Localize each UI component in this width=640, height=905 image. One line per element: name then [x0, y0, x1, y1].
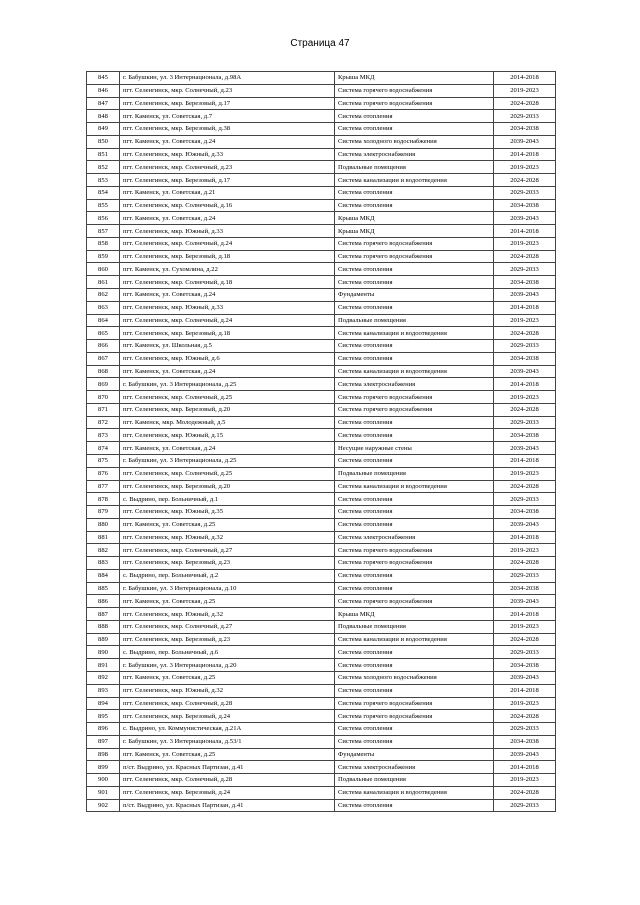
work-type-cell: Система отопления — [335, 684, 494, 697]
row-number-cell: 900 — [87, 774, 120, 787]
work-type-cell: Фундаменты — [335, 748, 494, 761]
address-cell: пгт. Селенгинск, мкр. Березовый, д.17 — [120, 97, 335, 110]
row-number-cell: 896 — [87, 723, 120, 736]
table-row — [87, 774, 556, 787]
row-number-cell: 881 — [87, 531, 120, 544]
row-number-cell: 851 — [87, 148, 120, 161]
period-cell: 2024-2028 — [494, 710, 556, 723]
table-row — [87, 212, 556, 225]
address-cell: пгт. Селенгинск, мкр. Березовый, д.38 — [120, 123, 335, 136]
table-row — [87, 557, 556, 570]
row-number-cell: 884 — [87, 569, 120, 582]
address-cell: пгт. Селенгинск, мкр. Березовый, д.23 — [120, 633, 335, 646]
work-type-cell: Система отопления — [335, 123, 494, 136]
address-cell: пгт. Селенгинск, мкр. Южный, д.15 — [120, 429, 335, 442]
row-number-cell: 902 — [87, 799, 120, 812]
work-type-cell: Система отопления — [335, 416, 494, 429]
address-cell: пгт. Селенгинск, мкр. Солнечный, д.23 — [120, 84, 335, 97]
repair-schedule-table — [86, 71, 556, 812]
work-type-cell: Система горячего водоснабжения — [335, 544, 494, 557]
work-type-cell: Система горячего водоснабжения — [335, 557, 494, 570]
row-number-cell: 890 — [87, 646, 120, 659]
address-cell: г. Бабушкин, ул. 3 Интернационала, д.25 — [120, 454, 335, 467]
address-cell: пгт. Селенгинск, мкр. Солнечный, д.23 — [120, 161, 335, 174]
address-cell: пгт. Селенгинск, мкр. Березовый, д.17 — [120, 174, 335, 187]
table-row — [87, 97, 556, 110]
address-cell: с. Выдрино, пер. Больничный, д.6 — [120, 646, 335, 659]
address-cell: пгт. Каменск, ул. Школьная, д.5 — [120, 340, 335, 353]
row-number-cell: 876 — [87, 467, 120, 480]
work-type-cell: Подвальные помещения — [335, 620, 494, 633]
work-type-cell: Фундаменты — [335, 289, 494, 302]
row-number-cell: 873 — [87, 429, 120, 442]
period-cell: 2019-2023 — [494, 84, 556, 97]
row-number-cell: 888 — [87, 620, 120, 633]
address-cell: г. Бабушкин, ул. 3 Интернационала, д.25 — [120, 378, 335, 391]
work-type-cell: Система горячего водоснабжения — [335, 391, 494, 404]
table-row — [87, 250, 556, 263]
row-number-cell: 883 — [87, 557, 120, 570]
work-type-cell: Система отопления — [335, 646, 494, 659]
work-type-cell: Крыша МКД — [335, 608, 494, 621]
row-number-cell: 865 — [87, 327, 120, 340]
work-type-cell: Система отопления — [335, 301, 494, 314]
period-cell: 2014-2018 — [494, 684, 556, 697]
table-row — [87, 237, 556, 250]
address-cell: пгт. Каменск, мкр. Молодежный, д.5 — [120, 416, 335, 429]
address-cell: пгт. Каменск, ул. Советская, д.7 — [120, 110, 335, 123]
table-row — [87, 786, 556, 799]
period-cell: 2019-2023 — [494, 544, 556, 557]
address-cell: пгт. Селенгинск, мкр. Солнечный, д.24 — [120, 314, 335, 327]
period-cell: 2014-2018 — [494, 225, 556, 238]
work-type-cell: Система горячего водоснабжения — [335, 97, 494, 110]
work-type-cell: Система отопления — [335, 429, 494, 442]
period-cell: 2029-2033 — [494, 646, 556, 659]
address-cell: пгт. Селенгинск, мкр. Солнечный, д.27 — [120, 544, 335, 557]
address-cell: пгт. Каменск, ул. Советская, д.24 — [120, 135, 335, 148]
table-row — [87, 799, 556, 812]
address-cell: пгт. Каменск, ул. Советская, д.24 — [120, 365, 335, 378]
work-type-cell: Система отопления — [335, 506, 494, 519]
address-cell: п/ст. Выдрино, ул. Красных Партизан, д.41 — [120, 799, 335, 812]
address-cell: пгт. Селенгинск, мкр. Березовый, д.20 — [120, 403, 335, 416]
period-cell: 2039-2043 — [494, 135, 556, 148]
period-cell: 2034-2038 — [494, 659, 556, 672]
work-type-cell: Система отопления — [335, 186, 494, 199]
table-row — [87, 544, 556, 557]
address-cell: пгт. Каменск, ул. Советская, д.21 — [120, 186, 335, 199]
work-type-cell: Система холодного водоснабжения — [335, 135, 494, 148]
period-cell: 2014-2018 — [494, 608, 556, 621]
page-title: Страница 47 — [290, 38, 350, 49]
period-cell: 2024-2028 — [494, 480, 556, 493]
address-cell: пгт. Селенгинск, мкр. Южный, д.32 — [120, 531, 335, 544]
period-cell: 2024-2028 — [494, 250, 556, 263]
work-type-cell: Подвальные помещения — [335, 314, 494, 327]
table-row — [87, 84, 556, 97]
table-row — [87, 161, 556, 174]
table-row — [87, 148, 556, 161]
row-number-cell: 866 — [87, 340, 120, 353]
period-cell: 2019-2023 — [494, 161, 556, 174]
table-row — [87, 454, 556, 467]
period-cell: 2029-2033 — [494, 493, 556, 506]
period-cell: 2024-2028 — [494, 557, 556, 570]
work-type-cell: Крыша МКД — [335, 212, 494, 225]
table-row — [87, 633, 556, 646]
period-cell: 2039-2043 — [494, 442, 556, 455]
row-number-cell: 893 — [87, 684, 120, 697]
row-number-cell: 862 — [87, 289, 120, 302]
work-type-cell: Крыша МКД — [335, 72, 494, 85]
table-row — [87, 735, 556, 748]
work-type-cell: Система канализации и водоотведения — [335, 633, 494, 646]
table-row — [87, 72, 556, 85]
period-cell: 2029-2033 — [494, 723, 556, 736]
table-row — [87, 186, 556, 199]
row-number-cell: 855 — [87, 199, 120, 212]
period-cell: 2024-2028 — [494, 633, 556, 646]
row-number-cell: 899 — [87, 761, 120, 774]
work-type-cell: Система электроснабжения — [335, 761, 494, 774]
address-cell: пгт. Селенгинск, мкр. Солнечный, д.28 — [120, 697, 335, 710]
work-type-cell: Система холодного водоснабжения — [335, 671, 494, 684]
table-row — [87, 225, 556, 238]
period-cell: 2039-2043 — [494, 289, 556, 302]
period-cell: 2029-2033 — [494, 569, 556, 582]
address-cell: с. Выдрино, ул. Коммунистическая, д.21А — [120, 723, 335, 736]
address-cell: пгт. Каменск, ул. Советская, д.24 — [120, 212, 335, 225]
work-type-cell: Система отопления — [335, 352, 494, 365]
period-cell: 2029-2033 — [494, 799, 556, 812]
table-row — [87, 314, 556, 327]
period-cell: 2024-2028 — [494, 327, 556, 340]
table-row — [87, 429, 556, 442]
table-row — [87, 276, 556, 289]
period-cell: 2034-2038 — [494, 199, 556, 212]
work-type-cell: Система канализации и водоотведения — [335, 365, 494, 378]
row-number-cell: 869 — [87, 378, 120, 391]
work-type-cell: Подвальные помещения — [335, 467, 494, 480]
row-number-cell: 853 — [87, 174, 120, 187]
work-type-cell: Система электроснабжения — [335, 148, 494, 161]
table-row — [87, 365, 556, 378]
row-number-cell: 874 — [87, 442, 120, 455]
period-cell: 2029-2033 — [494, 110, 556, 123]
row-number-cell: 850 — [87, 135, 120, 148]
table-row — [87, 723, 556, 736]
period-cell: 2039-2043 — [494, 518, 556, 531]
row-number-cell: 898 — [87, 748, 120, 761]
table-row — [87, 620, 556, 633]
table-row — [87, 506, 556, 519]
address-cell: г. Бабушкин, ул. 3 Интернационала, д.98А — [120, 72, 335, 85]
row-number-cell: 857 — [87, 225, 120, 238]
row-number-cell: 877 — [87, 480, 120, 493]
period-cell: 2029-2033 — [494, 263, 556, 276]
row-number-cell: 891 — [87, 659, 120, 672]
row-number-cell: 856 — [87, 212, 120, 225]
table-row — [87, 301, 556, 314]
row-number-cell: 886 — [87, 595, 120, 608]
table-row — [87, 595, 556, 608]
work-type-cell: Подвальные помещения — [335, 774, 494, 787]
period-cell: 2024-2028 — [494, 786, 556, 799]
table-row — [87, 289, 556, 302]
period-cell: 2019-2023 — [494, 391, 556, 404]
address-cell: пгт. Селенгинск, мкр. Солнечный, д.16 — [120, 199, 335, 212]
address-cell: пгт. Селенгинск, мкр. Солнечный, д.28 — [120, 774, 335, 787]
address-cell: пгт. Каменск, ул. Советская, д.24 — [120, 289, 335, 302]
row-number-cell: 847 — [87, 97, 120, 110]
work-type-cell: Система отопления — [335, 799, 494, 812]
period-cell: 2019-2023 — [494, 237, 556, 250]
row-number-cell: 875 — [87, 454, 120, 467]
period-cell: 2034-2038 — [494, 123, 556, 136]
work-type-cell: Система горячего водоснабжения — [335, 595, 494, 608]
table-row — [87, 340, 556, 353]
table-row — [87, 671, 556, 684]
address-cell: пгт. Селенгинск, мкр. Березовый, д.18 — [120, 327, 335, 340]
period-cell: 2014-2018 — [494, 301, 556, 314]
work-type-cell: Система горячего водоснабжения — [335, 237, 494, 250]
work-type-cell: Система отопления — [335, 276, 494, 289]
table-row — [87, 416, 556, 429]
table-body — [87, 72, 556, 812]
address-cell: пгт. Каменск, ул. Советская, д.25 — [120, 748, 335, 761]
row-number-cell: 882 — [87, 544, 120, 557]
work-type-cell: Система отопления — [335, 454, 494, 467]
row-number-cell: 872 — [87, 416, 120, 429]
address-cell: пгт. Селенгинск, мкр. Солнечный, д.18 — [120, 276, 335, 289]
work-type-cell: Система горячего водоснабжения — [335, 710, 494, 723]
table-row — [87, 659, 556, 672]
address-cell: пгт. Каменск, ул. Советская, д.25 — [120, 595, 335, 608]
period-cell: 2014-2018 — [494, 72, 556, 85]
address-cell: пгт. Селенгинск, мкр. Солнечный, д.27 — [120, 620, 335, 633]
row-number-cell: 860 — [87, 263, 120, 276]
row-number-cell: 887 — [87, 608, 120, 621]
period-cell: 2034-2038 — [494, 506, 556, 519]
row-number-cell: 901 — [87, 786, 120, 799]
row-number-cell: 858 — [87, 237, 120, 250]
period-cell: 2019-2023 — [494, 697, 556, 710]
period-cell: 2034-2038 — [494, 582, 556, 595]
period-cell: 2014-2018 — [494, 454, 556, 467]
work-type-cell: Система горячего водоснабжения — [335, 250, 494, 263]
work-type-cell: Система канализации и водоотведения — [335, 480, 494, 493]
table-row — [87, 123, 556, 136]
period-cell: 2039-2043 — [494, 212, 556, 225]
period-cell: 2039-2043 — [494, 748, 556, 761]
period-cell: 2024-2028 — [494, 403, 556, 416]
period-cell: 2029-2033 — [494, 186, 556, 199]
row-number-cell: 894 — [87, 697, 120, 710]
address-cell: пгт. Каменск, ул. Советская, д.25 — [120, 518, 335, 531]
row-number-cell: 845 — [87, 72, 120, 85]
address-cell: с. Выдрино, пер. Больничный, д.1 — [120, 493, 335, 506]
address-cell: г. Бабушкин, ул. 3 Интернационала, д.53/1 — [120, 735, 335, 748]
row-number-cell: 892 — [87, 671, 120, 684]
row-number-cell: 897 — [87, 735, 120, 748]
period-cell: 2024-2028 — [494, 174, 556, 187]
row-number-cell: 878 — [87, 493, 120, 506]
address-cell: пгт. Каменск, ул. Сухомлина, д.22 — [120, 263, 335, 276]
period-cell: 2034-2038 — [494, 429, 556, 442]
period-cell: 2029-2033 — [494, 340, 556, 353]
work-type-cell: Система горячего водоснабжения — [335, 403, 494, 416]
period-cell: 2014-2018 — [494, 761, 556, 774]
row-number-cell: 870 — [87, 391, 120, 404]
row-number-cell: 861 — [87, 276, 120, 289]
row-number-cell: 848 — [87, 110, 120, 123]
address-cell: пгт. Селенгинск, мкр. Южный, д.6 — [120, 352, 335, 365]
table-row — [87, 391, 556, 404]
period-cell: 2024-2028 — [494, 97, 556, 110]
table-row — [87, 748, 556, 761]
table-row — [87, 467, 556, 480]
period-cell: 2034-2038 — [494, 276, 556, 289]
address-cell: пгт. Селенгинск, мкр. Солнечный, д.25 — [120, 467, 335, 480]
work-type-cell: Крыша МКД — [335, 225, 494, 238]
period-cell: 2019-2023 — [494, 774, 556, 787]
table-row — [87, 378, 556, 391]
row-number-cell: 879 — [87, 506, 120, 519]
table-row — [87, 697, 556, 710]
table-row — [87, 684, 556, 697]
work-type-cell: Система отопления — [335, 493, 494, 506]
period-cell: 2039-2043 — [494, 595, 556, 608]
table-row — [87, 493, 556, 506]
period-cell: 2019-2023 — [494, 620, 556, 633]
row-number-cell: 871 — [87, 403, 120, 416]
table-row — [87, 174, 556, 187]
row-number-cell: 863 — [87, 301, 120, 314]
row-number-cell: 885 — [87, 582, 120, 595]
row-number-cell: 859 — [87, 250, 120, 263]
period-cell: 2019-2023 — [494, 314, 556, 327]
period-cell: 2034-2038 — [494, 735, 556, 748]
table-row — [87, 403, 556, 416]
work-type-cell: Система горячего водоснабжения — [335, 84, 494, 97]
work-type-cell: Система отопления — [335, 735, 494, 748]
table-row — [87, 646, 556, 659]
table-row — [87, 263, 556, 276]
work-type-cell: Система электроснабжения — [335, 531, 494, 544]
address-cell: пгт. Селенгинск, мкр. Березовый, д.23 — [120, 557, 335, 570]
address-cell: пгт. Селенгинск, мкр. Южный, д.33 — [120, 225, 335, 238]
period-cell: 2014-2018 — [494, 531, 556, 544]
period-cell: 2014-2018 — [494, 378, 556, 391]
period-cell: 2039-2043 — [494, 671, 556, 684]
work-type-cell: Подвальные помещения — [335, 161, 494, 174]
address-cell: пгт. Селенгинск, мкр. Южный, д.35 — [120, 506, 335, 519]
address-cell: пгт. Селенгинск, мкр. Солнечный, д.25 — [120, 391, 335, 404]
table-row — [87, 327, 556, 340]
address-cell: пгт. Селенгинск, мкр. Южный, д.32 — [120, 608, 335, 621]
address-cell: пгт. Селенгинск, мкр. Березовый, д.20 — [120, 480, 335, 493]
row-number-cell: 895 — [87, 710, 120, 723]
work-type-cell: Система отопления — [335, 518, 494, 531]
table-row — [87, 518, 556, 531]
period-cell: 2014-2018 — [494, 148, 556, 161]
address-cell: пгт. Селенгинск, мкр. Южный, д.33 — [120, 148, 335, 161]
table-row — [87, 531, 556, 544]
row-number-cell: 880 — [87, 518, 120, 531]
work-type-cell: Система отопления — [335, 110, 494, 123]
work-type-cell: Система отопления — [335, 340, 494, 353]
address-cell: пгт. Каменск, ул. Советская, д.25 — [120, 671, 335, 684]
row-number-cell: 854 — [87, 186, 120, 199]
row-number-cell: 868 — [87, 365, 120, 378]
table-row — [87, 761, 556, 774]
row-number-cell: 867 — [87, 352, 120, 365]
work-type-cell: Система канализации и водоотведения — [335, 327, 494, 340]
period-cell: 2034-2038 — [494, 352, 556, 365]
period-cell: 2019-2023 — [494, 467, 556, 480]
table-row — [87, 608, 556, 621]
address-cell: пгт. Селенгинск, мкр. Березовый, д.24 — [120, 786, 335, 799]
table-row — [87, 442, 556, 455]
work-type-cell: Несущие наружные стены — [335, 442, 494, 455]
address-cell: с. Выдрино, пер. Больничный, д.2 — [120, 569, 335, 582]
work-type-cell: Система электроснабжения — [335, 378, 494, 391]
work-type-cell: Система горячего водоснабжения — [335, 697, 494, 710]
address-cell: пгт. Селенгинск, мкр. Солнечный, д.24 — [120, 237, 335, 250]
table-row — [87, 569, 556, 582]
row-number-cell: 889 — [87, 633, 120, 646]
work-type-cell: Система отопления — [335, 263, 494, 276]
table-row — [87, 480, 556, 493]
work-type-cell: Система канализации и водоотведения — [335, 786, 494, 799]
row-number-cell: 852 — [87, 161, 120, 174]
row-number-cell: 864 — [87, 314, 120, 327]
work-type-cell: Система отопления — [335, 569, 494, 582]
period-cell: 2029-2033 — [494, 416, 556, 429]
address-cell: пгт. Селенгинск, мкр. Березовый, д.18 — [120, 250, 335, 263]
period-cell: 2039-2043 — [494, 365, 556, 378]
table-row — [87, 110, 556, 123]
address-cell: пгт. Селенгинск, мкр. Березовый, д.24 — [120, 710, 335, 723]
address-cell: пгт. Каменск, ул. Советская, д.24 — [120, 442, 335, 455]
table-row — [87, 199, 556, 212]
work-type-cell: Система отопления — [335, 659, 494, 672]
table-row — [87, 710, 556, 723]
row-number-cell: 849 — [87, 123, 120, 136]
row-number-cell: 846 — [87, 84, 120, 97]
table-row — [87, 135, 556, 148]
work-type-cell: Система канализации и водоотведения — [335, 174, 494, 187]
address-cell: п/ст. Выдрино, ул. Красных Партизан, д.41 — [120, 761, 335, 774]
table-row — [87, 582, 556, 595]
work-type-cell: Система отопления — [335, 723, 494, 736]
work-type-cell: Система отопления — [335, 582, 494, 595]
address-cell: пгт. Селенгинск, мкр. Южный, д.32 — [120, 684, 335, 697]
work-type-cell: Система отопления — [335, 199, 494, 212]
address-cell: г. Бабушкин, ул. 3 Интернационала, д.20 — [120, 659, 335, 672]
address-cell: пгт. Селенгинск, мкр. Южный, д.33 — [120, 301, 335, 314]
table-row — [87, 352, 556, 365]
address-cell: г. Бабушкин, ул. 3 Интернационала, д.10 — [120, 582, 335, 595]
